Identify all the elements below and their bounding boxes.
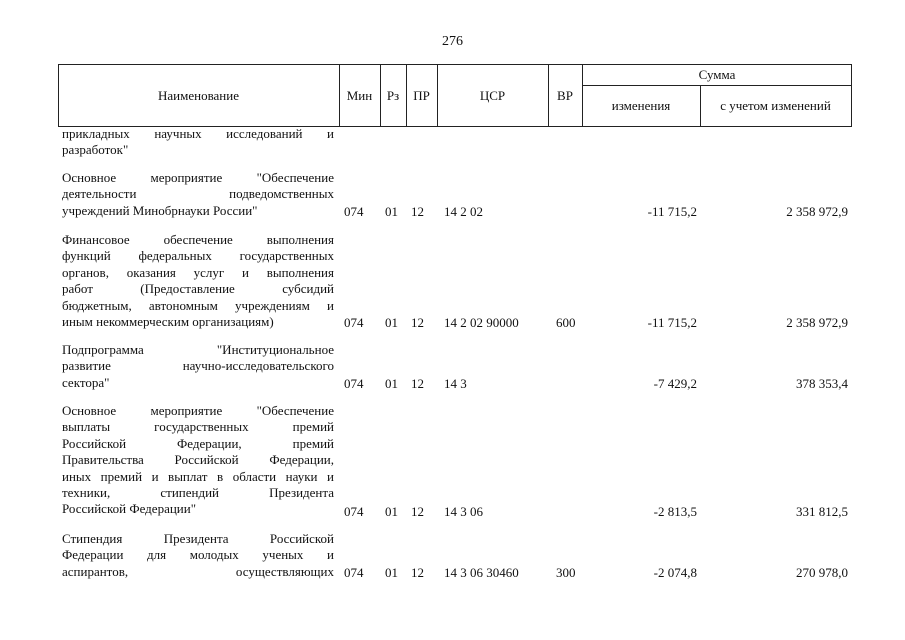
name-line: сектора" — [62, 374, 110, 390]
name-line: Основное мероприятие "Обеспечение — [62, 170, 334, 185]
table-row — [58, 232, 852, 331]
row-name — [62, 403, 334, 518]
cell-total: 331 812,5 — [796, 503, 848, 519]
header-change: изменения — [611, 98, 671, 113]
row-name — [62, 170, 334, 219]
name-line: техники, стипендий Президента — [62, 485, 334, 501]
header-with-change: с учетом изменений — [720, 98, 831, 113]
header-csr: ЦСР — [479, 87, 506, 103]
cell-csr: 14 2 02 90000 — [444, 314, 519, 330]
row-name — [62, 126, 334, 159]
cell-pr: 12 — [411, 564, 424, 580]
name-line: Федерации для молодых ученых и — [62, 547, 334, 563]
table-row — [58, 126, 852, 159]
name-line: деятельности подведомственных — [62, 186, 334, 202]
row-name — [62, 232, 334, 330]
cell-rz: 01 — [385, 203, 398, 219]
cell-rz: 01 — [385, 375, 398, 391]
cell-pr: 12 — [411, 503, 424, 519]
name-line: выплаты государственных премий — [62, 419, 334, 435]
header-pr: ПР — [413, 87, 430, 103]
row-name — [62, 531, 334, 580]
cell-min: 074 — [344, 564, 364, 580]
cell-min: 074 — [344, 314, 364, 330]
cell-vr: 300 — [556, 564, 576, 580]
cell-rz: 01 — [385, 314, 398, 330]
cell-vr: 600 — [556, 314, 576, 330]
name-line: прикладных научных исследований и — [62, 126, 334, 141]
header-sum: Сумма — [698, 67, 736, 82]
name-line: Стипендия Президента Российской — [62, 531, 334, 546]
header-rz: Рз — [386, 87, 400, 103]
header-name: Наименование — [158, 87, 239, 103]
cell-csr: 14 2 02 — [444, 203, 483, 219]
name-line: аспирантов, осуществляющих — [62, 563, 334, 579]
cell-rz: 01 — [385, 564, 398, 580]
cell-pr: 12 — [411, 203, 424, 219]
cell-total: 2 358 972,9 — [786, 203, 848, 219]
page-number: 276 — [442, 34, 463, 49]
table-header — [58, 64, 852, 126]
name-line: иных премий и выплат в области науки и — [62, 468, 334, 484]
name-line: Финансовое обеспечение выполнения — [62, 232, 334, 247]
header-min: Мин — [346, 87, 373, 103]
cell-pr: 12 — [411, 375, 424, 391]
name-line: Российской Федерации" — [62, 501, 197, 517]
name-line: Подпрограмма "Институциональное — [62, 342, 334, 357]
name-line: учреждений Минобрнауки России" — [62, 202, 258, 218]
cell-min: 074 — [344, 203, 364, 219]
cell-total: 270 978,0 — [796, 564, 848, 580]
cell-total: 378 353,4 — [796, 375, 848, 391]
header-vr: ВР — [557, 87, 573, 103]
cell-csr: 14 3 06 30460 — [444, 564, 519, 580]
name-line: органов, оказания услуг и выполнения — [62, 264, 334, 280]
name-line: бюджетным, автономным учреждениям и — [62, 297, 334, 313]
cell-min: 074 — [344, 375, 364, 391]
name-line: Российской Федерации, премий — [62, 435, 334, 451]
cell-change: -2 074,8 — [653, 564, 697, 580]
table-row — [58, 170, 852, 220]
cell-min: 074 — [344, 503, 364, 519]
name-line: разработок" — [62, 142, 129, 158]
name-line: функций федеральных государственных — [62, 248, 334, 264]
name-line: развитие научно-исследовательского — [62, 358, 334, 374]
row-name — [62, 342, 334, 391]
cell-change: -11 715,2 — [647, 314, 697, 330]
cell-change: -7 429,2 — [653, 375, 697, 391]
cell-change: -11 715,2 — [647, 203, 697, 219]
cell-total: 2 358 972,9 — [786, 314, 848, 330]
cell-csr: 14 3 06 — [444, 503, 483, 519]
table-row — [58, 342, 852, 392]
name-line: Правительства Российской Федерации, — [62, 452, 334, 468]
cell-csr: 14 3 — [444, 375, 467, 391]
cell-pr: 12 — [411, 314, 424, 330]
name-line: иным некоммерческим организациям) — [62, 314, 274, 330]
name-line: работ (Предоставление субсидий — [62, 281, 334, 297]
name-line: Основное мероприятие "Обеспечение — [62, 403, 334, 418]
cell-change: -2 813,5 — [653, 503, 697, 519]
table-row — [58, 531, 852, 581]
cell-rz: 01 — [385, 503, 398, 519]
table-row — [58, 403, 852, 520]
